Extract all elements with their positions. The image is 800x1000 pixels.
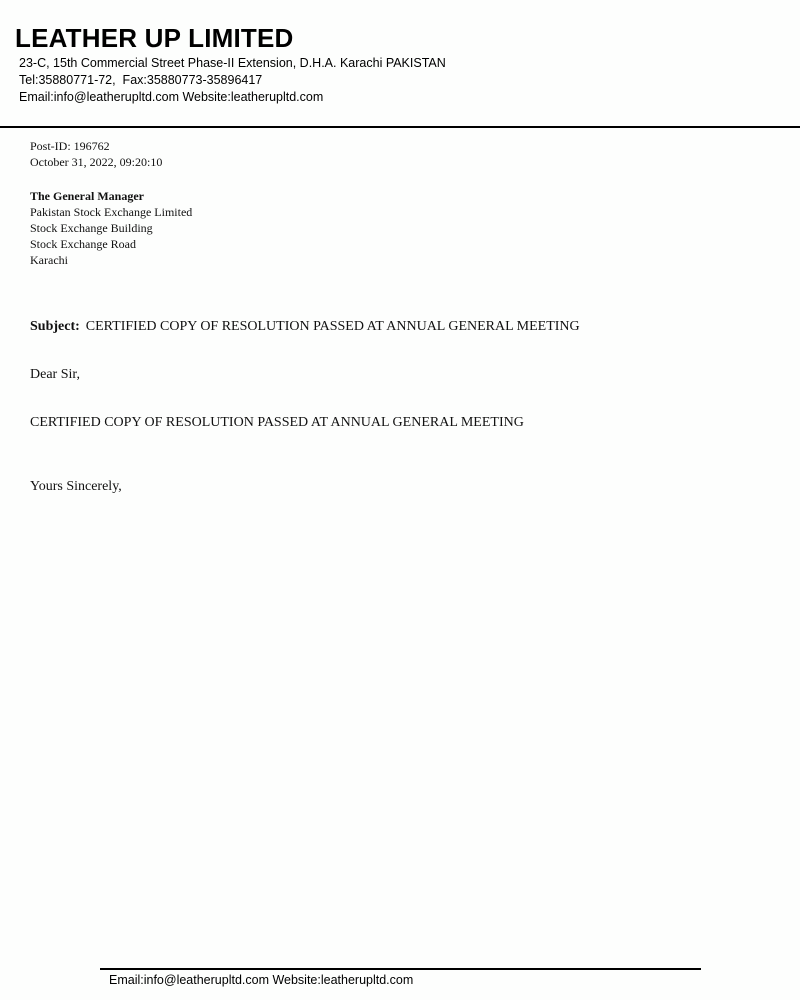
subject-label: Subject: <box>30 319 80 334</box>
subject-text: CERTIFIED COPY OF RESOLUTION PASSED AT ANNUAL GENERAL MEETING <box>85 319 580 334</box>
recipient-organization: Pakistan Stock Exchange Limited <box>30 205 193 219</box>
closing: Yours Sincerely, <box>30 479 122 494</box>
recipient-building: Stock Exchange Building <box>30 221 153 235</box>
letterhead <box>0 0 800 128</box>
body-text: CERTIFIED COPY OF RESOLUTION PASSED AT ANNUAL GENERAL MEETING <box>30 415 524 430</box>
header-divider <box>0 126 800 128</box>
recipient-city: Karachi <box>30 253 68 267</box>
recipient-title: The General Manager <box>30 189 144 203</box>
company-email-website: Email:info@leatherupltd.com Website:leatherupltd.com <box>19 90 324 104</box>
company-name: LEATHER UP LIMITED <box>15 23 294 53</box>
recipient-road: Stock Exchange Road <box>30 237 136 251</box>
subject-line <box>30 318 580 336</box>
post-id: Post-ID: 196762 <box>30 139 110 153</box>
post-date: October 31, 2022, 09:20:10 <box>30 155 163 169</box>
footer-divider <box>100 968 701 970</box>
company-address: 23-C, 15th Commercial Street Phase-II Extension, D.H.A. Karachi PAKISTAN <box>19 56 446 70</box>
salutation: Dear Sir, <box>30 367 80 382</box>
company-phone-fax: Tel:35880771-72, Fax:35880773-35896417 <box>19 73 263 87</box>
footer-contact: Email:info@leatherupltd.com Website:leatherupltd.com <box>109 973 414 987</box>
